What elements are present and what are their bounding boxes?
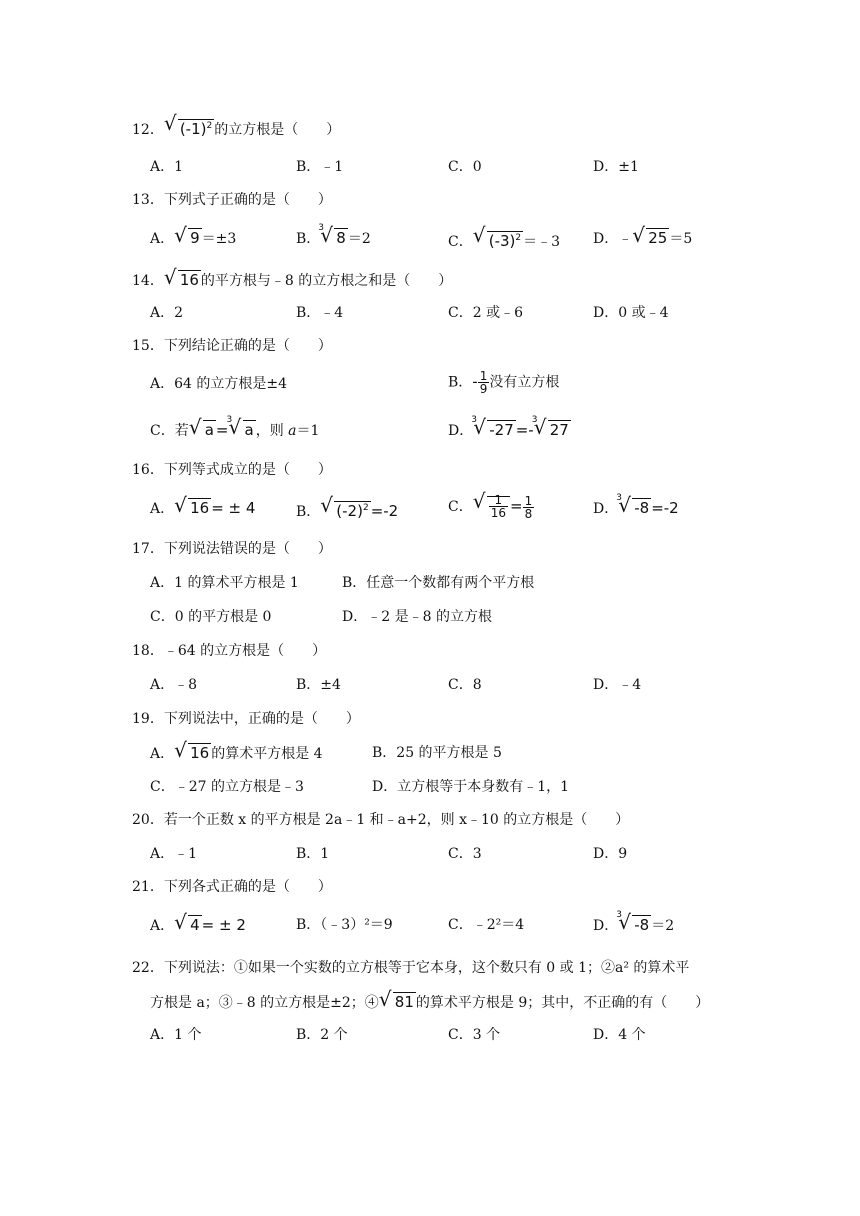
question-18: 18．﹣64 的立方根是（ ） [132,643,327,659]
q19-option-a: A．√ 16 的算术平方根是 4 [150,743,323,764]
q12-option-d: D．±1 [593,159,639,175]
q17-option-b: B．任意一个数都有两个平方根 [342,575,535,591]
q15-option-d: D． √ 3 -27 =- √ 3 27 [448,420,571,441]
q14-option-d: D．0 或﹣4 [593,305,669,321]
q22-option-c: C．3 个 [448,1027,501,1043]
q17-option-a: A．1 的算术平方根是 1 [150,575,299,591]
question-12 [132,116,340,140]
q20-option-b: B．1 [296,846,330,862]
q13-option-b: B． √ 3 8 ＝2 [296,228,371,249]
q20-option-a: A．﹣1 [150,846,198,862]
q21-option-d: D． √ 3 -8 ＝2 [593,915,674,936]
q18-option-b: B．±4 [296,677,341,693]
q17-option-d: D．﹣2 是﹣8 的立方根 [342,609,492,625]
q13-option-a: A．√ 9 ＝±3 [150,228,236,249]
q12-number: 12． [132,122,164,138]
q15-option-c: C．若√ a = √ 3 a ，则 a＝1 [150,420,319,441]
question-20: 20．若一个正数 x 的平方根是 2a﹣1 和﹣a+2，则 x﹣10 的立方根是（ ） [132,812,630,828]
q12-option-b: B．﹣1 [296,159,344,175]
q18-option-c: C．8 [448,677,482,693]
q14-option-a: A．2 [150,305,184,321]
q19-option-b: B．25 的平方根是 5 [372,745,502,761]
question-21: 21．下列各式正确的是（ ） [132,879,332,895]
question-16: 16．下列等式成立的是（ ） [132,462,332,478]
q20-option-c: C．3 [448,846,482,862]
q15-option-b: B．- $\frac{1}{9}$ 没有立方根 [448,369,560,396]
q16-option-c: C． √ $\frac{1}{16}$ = $\frac{1}{8}$ [448,494,534,520]
q19-option-d: D．立方根等于本身数有﹣1，1 [372,779,570,795]
q20-option-d: D．9 [593,846,628,862]
sqrt-expression: √ $(-1)^2$ [164,116,214,139]
q14-option-c: C．2 或﹣6 [448,305,523,321]
q14-option-b: B．﹣4 [296,305,344,321]
q18-option-d: D．﹣4 [593,677,642,693]
question-19: 19．下列说法中，正确的是（ ） [132,711,360,727]
q13-option-c: C．√ $(-3)^2$ ＝﹣3 [448,228,560,252]
question-15: 15．下列结论正确的是（ ） [132,338,332,354]
q16-option-d: D． √ 3 -8 =-2 [593,498,679,519]
question-17: 17．下列说法错误的是（ ） [132,541,332,557]
q15-option-a: A．64 的立方根是±4 [150,376,288,392]
q17-option-c: C．0 的平方根是 0 [150,609,272,625]
q22-option-a: A．1 个 [150,1027,202,1043]
q21-option-c: C．﹣2²＝4 [448,917,525,933]
q12-text: 的立方根是（ ） [214,122,341,138]
question-14: 14．√ 16 的平方根与﹣8 的立方根之和是（ ） [132,270,452,291]
q12-option-a: A．1 [150,159,184,175]
question-22-line2: 方根是 a；③﹣8 的立方根是±2；④√ 81 的算术平方根是 9；其中，不正确的有（ ） [150,992,709,1013]
q19-option-c: C．﹣27 的立方根是﹣3 [150,779,304,795]
q16-option-a: A．√ 16 = ± 4 [150,498,255,519]
q13-option-d: D．﹣√ 25 ＝5 [593,228,692,249]
question-13: 13．下列式子正确的是（ ） [132,192,332,208]
q22-option-d: D．4 个 [593,1027,646,1043]
question-22-line1: 22．下列说法：①如果一个实数的立方根等于它本身，这个数只有 0 或 1；②a² 的算术平 [132,960,690,976]
q18-option-a: A．﹣8 [150,677,198,693]
q21-option-b: B．（﹣3）²＝9 [296,917,393,933]
q16-option-b: B．√ $(-2)^2 =-2$ [296,498,398,522]
q21-option-a: A．√ 4 = ± 2 [150,915,246,936]
q12-option-c: C．0 [448,159,482,175]
q22-option-b: B．2 个 [296,1027,348,1043]
